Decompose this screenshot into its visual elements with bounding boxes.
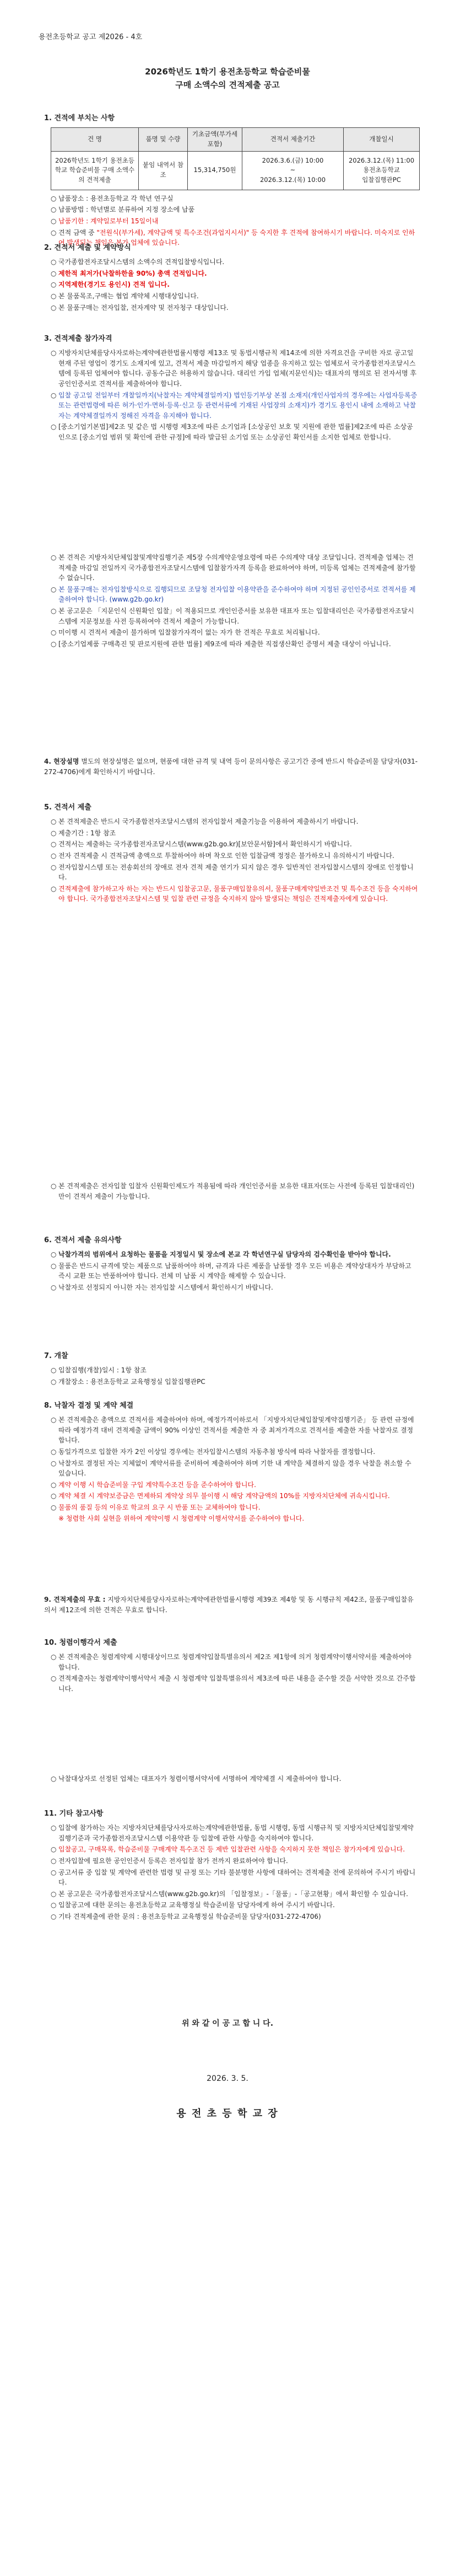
table-cell: 15,314,750원 xyxy=(188,151,242,190)
section-3-heading: 3. 견적제출 참가자격 xyxy=(44,335,112,343)
section-7 xyxy=(44,1351,419,1388)
site-briefing-text: 별도의 현장설명은 없으며, 현품에 대한 규격 및 내역 등이 문의사항은 공고기간 중에 반드시 학습준비물 담당자(031-272-4706)에게 확인하시기 바랍니다. xyxy=(44,758,418,776)
paragraph: ○ [중소기업기본법]제2조 및 같은 법 시행령 제3조에 따른 소기업과 [소상공인 보호 및 지원에 관한 법률]제2조에 따른 소상공인으로 [중소기업 범위 및 확인에 관한 규정]에 따라 발급된 소기업 또는 소상공인 확인서를 소지한 업체로 한합니다. xyxy=(51,423,413,441)
list-item: ○ 본 견적제출은 총액으로 견적서를 제출하여야 하며, 예정가격이하로서 「지방자치단체입찰및계약집행기준」 등 관련 규정에 따라 예정가격 대비 견적제출 금액이 90% 이상인 견적서를 제출한 자 중 최저가격으로 견적서를 제출한 자를 낙찰자로 결정합니다. xyxy=(51,1416,414,1445)
section-7-heading: 7. 개찰 xyxy=(44,1352,68,1360)
list-item: ○ 입찰집행(개찰)일시 : 1항 참조 xyxy=(51,1366,147,1375)
title-line-1: 2026학년도 1학기 용전초등학교 학습준비물 xyxy=(145,67,310,77)
closing-statement: 위 와 같 이 공 고 합 니 다. xyxy=(181,2019,274,2028)
section-1 xyxy=(44,113,419,249)
list-item: ○ 개찰장소 : 용전초등학교 교육행정실 입찰집행관PC xyxy=(51,1377,205,1386)
list-item: ○ 기타 견적제출에 관한 문의 : 용전초등학교 교육행정실 학습준비물 담당자(031-272-4706) xyxy=(51,1912,321,1920)
section-6 xyxy=(44,1235,419,1294)
period-to: 2026.3.12.(목) 10:00 xyxy=(259,176,326,184)
table-cell xyxy=(344,151,420,190)
list-item: ○ 물품은 반드시 규격에 맞는 제품으로 납품하여야 하며, 규격과 다른 제품을 납품할 경우 모든 비용은 계약상대자가 부담하고 즉시 교환 또는 반품하여야 합니다. 전체 미 납품 시 계약을 해제할 수 있습니다. xyxy=(51,1262,411,1280)
list-item: ○ 동일가격으로 입찰한 자가 2인 이상일 경우에는 전자입찰시스템의 자동추첨 방식에 따라 낙찰자를 결정합니다. xyxy=(51,1447,376,1456)
paragraph: ○ 본 견적은 지방자치단체입찰및계약집행기준 제5장 수의계약운영요령에 따른 수의계약 대상 조달입니다. 견적제출 업체는 견적제출 마감일 전일까지 국가종합전자조달시스템에 입찰참가자격 등록을 완료하여야 하며, 미등록 업체는 견적제출에 참가할 수 없습니다. xyxy=(51,554,416,582)
title-line-2: 구매 소액수의 견적제출 공고 xyxy=(175,80,280,90)
opening-place: 용전초등학교 xyxy=(363,166,400,174)
list-item: ○ 본 공고문은 국가종합전자조달시스템(www.g2b.go.kr)의 「입찰정보」-「물품」-「공고현황」에서 확인할 수 있습니다. xyxy=(51,1890,408,1898)
list-item: ○ 입찰공고에 대한 문의는 용전초등학교 교육행정실 학습준비물 담당자에게 하여 주시기 바랍니다. xyxy=(51,1901,335,1909)
list-item: ○ 납품장소 : 용전초등학교 각 학년 연구실 xyxy=(51,194,174,202)
section-3 xyxy=(44,334,419,443)
site-briefing xyxy=(44,756,419,777)
section-11-heading: 11. 기타 참고사항 xyxy=(44,1810,104,1818)
list-item: ○ 물품의 품질 등의 이유로 학교의 요구 시 반품 또는 교체하여야 합니다. xyxy=(51,1503,261,1511)
table-header: 품명 및 수량 xyxy=(139,128,188,152)
list-item: ○ 본 물품구매는 전자입찰, 전자계약 및 전자청구 대상입니다. xyxy=(51,303,229,312)
bid-info-table xyxy=(51,127,420,190)
list-item: ○ 국가종합전자조달시스템의 소액수의 견적입찰방식입니다. xyxy=(51,258,225,266)
section-9-heading: 9. 견적제출의 무효 : xyxy=(44,1596,106,1603)
list-item: ○ 견적서는 제출하는 국가종합전자조달시스템(www.g2b.go.kr)[보안문서함]에서 확인하시기 바랍니다. xyxy=(51,840,352,849)
invalid-bids-text: 지방자치단체를당사자로하는계약에관한법률시행령 제39조 제4항 및 동 시행규칙 제42조, 물품구매입찰유의서 제12조에 의한 견적은 무효로 합니다. xyxy=(44,1596,414,1614)
list-item: ○ 견적제출자는 청렴계약이행서약서 제출 시 청렴계약 입찰특별유의서 제3조에 따른 내용을 준수할 것을 서약한 것으로 간주합니다. xyxy=(51,1675,416,1693)
paragraph: ○ 본 공고문은 「지문인식 신원확인 입찰」이 적용되므로 개인인증서를 보유한 대표자 또는 입찰대리인은 국가종합전자조달시스템에 지문정보를 사전 등록하여야 견적서 제출이 가능합니다. xyxy=(51,607,414,625)
opening-datetime: 2026.3.12.(목) 11:00 xyxy=(348,156,415,164)
section-10-heading: 10. 청렴이행각서 제출 xyxy=(44,1639,117,1647)
section-4 xyxy=(44,755,419,778)
list-item: ○ 계약 체결 시 계약보증금은 면제하되 계약상 의무 불이행 시 해당 계약금액의 10%를 지방자치단체에 귀속시킵니다. xyxy=(51,1492,390,1500)
signer-name: 용 전 초 등 학 교 장 xyxy=(176,2108,279,2119)
list-item: ○ 본 견적제출은 반드시 국가종합전자조달시스템의 전자입찰서 제출기능을 이용하여 제출하시기 바랍니다. xyxy=(51,818,359,826)
list-item: ○ 전자 견적제출 시 견적금액 총액으로 투찰하여야 하며 착오로 인한 입찰금액 정정은 불가하오니 유의하시기 바랍니다. xyxy=(51,851,394,860)
warning-item: ○ 견적 금액 중 "전원식(부가세), 계약금액 및 특수조건(과업지시서)" 등 숙지한 후 견적에 참여하시기 바랍니다. 미숙지로 인하여 발생되는 책임은 본가 업체에 있습니다. xyxy=(51,228,415,247)
section-2 xyxy=(44,243,419,314)
list-item: ○ 본 견적제출은 청렴계약제 시행대상이므로 청렴계약입찰특별유의서 제2조 제1항에 의거 청렴계약이행서약서를 제출하여야 합니다. xyxy=(51,1653,411,1671)
table-header: 건 명 xyxy=(51,128,139,152)
list-item: ○ 입찰에 참가하는 자는 지방자치단체를당사자로하는계약에관한법률, 동법 시행령, 동법 시행규칙 및 지방자치단체입찰및계약집행기준과 국가종합전자조달시스템 이용약관 등 입찰에 관한 사항을 숙지하여야 합니다. xyxy=(51,1824,414,1842)
section-9 xyxy=(44,1593,419,1616)
section-1-heading: 1. 견적에 부치는 사항 xyxy=(44,114,115,122)
paragraph: ○ [중소기업제품 구매촉진 및 판로지원에 관한 법률] 제9조에 따라 제출한 직접생산확인 증명서 제출 대상이 아닙니다. xyxy=(51,640,391,648)
paragraph: ○ 미이행 시 견적서 제출이 불가하며 입찰참가자격이 없는 자가 한 견적은 무효로 처리됩니다. xyxy=(51,629,320,637)
period-from: 2026.3.6.(금) 10:00 xyxy=(262,156,324,164)
table-header: 견적서 제출기간 xyxy=(242,128,344,152)
opening-pc: 입찰집행관PC xyxy=(362,176,401,184)
list-item: ○ 계약 이행 시 학습준비물 구입 계약특수조건 등을 준수하여야 합니다. xyxy=(51,1480,256,1489)
table-header: 기초금액(부가세포함) xyxy=(188,128,242,152)
paragraph: ○ 본 물품구매는 전자입찰방식으로 집행되므로 조달청 전자입찰 이용약관을 준수하여야 하며 지정된 공인인증서로 견적서를 제출하여야 합니다. (www.g2b.go.kr) xyxy=(51,585,416,604)
list-item: ○ 제한적 최저가(낙찰하한율 90%) 총액 견적입니다. xyxy=(51,269,207,277)
section-5-heading: 5. 견적서 제출 xyxy=(44,803,91,812)
section-11 xyxy=(44,1808,419,1923)
list-item: ○ 공고서류 중 입찰 및 계약에 관련한 법령 및 규정 또는 기타 불분명한 사항에 대하여는 견적제출 전에 문의하여 주시기 바랍니다. xyxy=(51,1868,416,1887)
section-5 xyxy=(44,802,419,905)
note-item: ○ 낙찰대상자로 선정된 업체는 대표자가 청렴이행서약서에 서명하여 계약체결 시 제출하여야 합니다. xyxy=(51,1775,342,1783)
paragraph: ○ 입찰 공고일 전일부터 개찰일까지(낙찰자는 계약체결일까지) 법인등기부상 본점 소재지(개인사업자의 경우에는 사업자등록증 또는 관련법령에 따른 허가·인가·면허·등록·신고 등 관련서류에 기재된 사업장의 소재지)가 경기도 용인시 내에 소재하고 낙찰자는 계약체결일까지 정해진 자격을 유지해야 합니다. xyxy=(51,391,418,420)
integrity-warning: ※ 청렴한 사회 실현을 위하여 계약이행 시 청렴계약 이행서약서를 준수하여야 합니다. xyxy=(58,1515,305,1523)
section-4-heading: 4. 현장설명 xyxy=(44,758,79,765)
list-item: ○ 지역제한(경기도 용인시) 견적 입니다. xyxy=(51,281,170,289)
list-item: ○ 전자입찰에 필요한 공인인증서 등록은 전자입찰 참가 전까지 완료하여야 합니다. xyxy=(51,1856,288,1865)
list-item: ○ 입찰공고, 구매목록, 학습준비물 구매계약 특수조건 등 제반 입찰관련 사항을 숙지하지 못한 책임은 참가자에게 있습니다. xyxy=(51,1845,405,1854)
section-8-heading: 8. 낙찰자 결정 및 계약 체결 xyxy=(44,1402,134,1410)
list-item: ○ 견적제출에 참가하고자 하는 자는 반드시 입찰공고문, 물품구매입찰유의서, 물품구매계약일반조건 및 특수조건 등을 숙지하여야 합니다. 국가종합전자조달시스템 및 입찰 관련 규정을 숙지하지 않아 발생되는 책임은 견적제출자에게 있습니다. xyxy=(51,884,418,903)
list-item: ○ 본 물품목조,구매는 협업 계약체 시행대상입니다. xyxy=(51,292,199,300)
document-title xyxy=(0,65,455,92)
list-item: ○ 납품기한 : 계약일로부터 15일이내 xyxy=(51,217,159,225)
table-cell xyxy=(242,151,344,190)
list-item: ○ 낙찰가격의 범위에서 요청하는 물품을 지정일시 및 장소에 본교 각 학년연구실 담당자의 검수확인을 받아야 합니다. xyxy=(51,1251,391,1259)
invalid-bids xyxy=(44,1595,419,1615)
section-5-note xyxy=(44,1180,419,1203)
notice-number: 용전초등학교 공고 제2026 - 4호 xyxy=(39,33,143,41)
section-2-heading: 2. 견적서 제출 및 계약방식 xyxy=(44,244,131,252)
note-item: ○ 본 견적제출은 전자입찰 입찰자 신원확인제도가 적용됨에 따라 개인인증서를 보유한 대표자(또는 사전에 등록된 입찰대리인)만이 견적서 제출이 가능합니다. xyxy=(51,1182,415,1200)
list-item: ○ 제출기간 : 1항 참조 xyxy=(51,829,116,837)
section-10-note xyxy=(44,1773,419,1785)
period-separator: ~ xyxy=(290,166,296,174)
section-8 xyxy=(44,1400,419,1524)
section-10 xyxy=(44,1638,419,1695)
table-cell: 붙임 내역서 참조 xyxy=(139,151,188,190)
list-item: ○ 납품방법 : 학년별로 분류하여 지정 장소에 납품 xyxy=(51,206,195,214)
paragraph: ○ 지방자치단체를당사자로하는계약에관한법률시행령 제13조 및 동법시행규칙 제14조에 의한 자격요건을 구비한 자로 공고일 현재 주된 영업이 경기도 소재지에 있고, 견적서 제출 마감일까지 해당 업종을 유지하고 있는 업체로서 국가종합전자조달시스템에 등록된 업체여야 합니다. 공동수급은 허용하지 않습니다. 대리인 가입 업체(지문인식)는 대표자의 명의로 된 전자서명 후 공인인증서로 견적서를 제출하여야 합니다. xyxy=(51,349,416,388)
notice-date: 2026. 3. 5. xyxy=(207,2074,248,2083)
table-header: 개찰일시 xyxy=(344,128,420,152)
list-item: ○ 전자입찰시스템 또는 전송회선의 장애로 전자 견적 제출 연기가 되지 않은 경우 일반적인 전자입찰시스템의 장애로 인정합니다. xyxy=(51,863,414,882)
list-item: ○ 낙찰자로 결정된 자는 지체없이 계약서류를 준비하여 제출하여야 하며 기한 내 계약을 체결하지 않을 경우 낙찰을 취소할 수 있습니다. xyxy=(51,1459,411,1478)
table-cell: 2026학년도 1학기 용전초등학교 학습준비물 구매 소액수의 견적제출 xyxy=(51,151,139,190)
section-3-continued xyxy=(44,551,419,650)
list-item: ○ 낙찰자로 선정되지 아니한 자는 전자입찰 시스템에서 확인하시기 바랍니다. xyxy=(51,1283,273,1291)
section-6-heading: 6. 견적서 제출 유의사항 xyxy=(44,1236,122,1244)
